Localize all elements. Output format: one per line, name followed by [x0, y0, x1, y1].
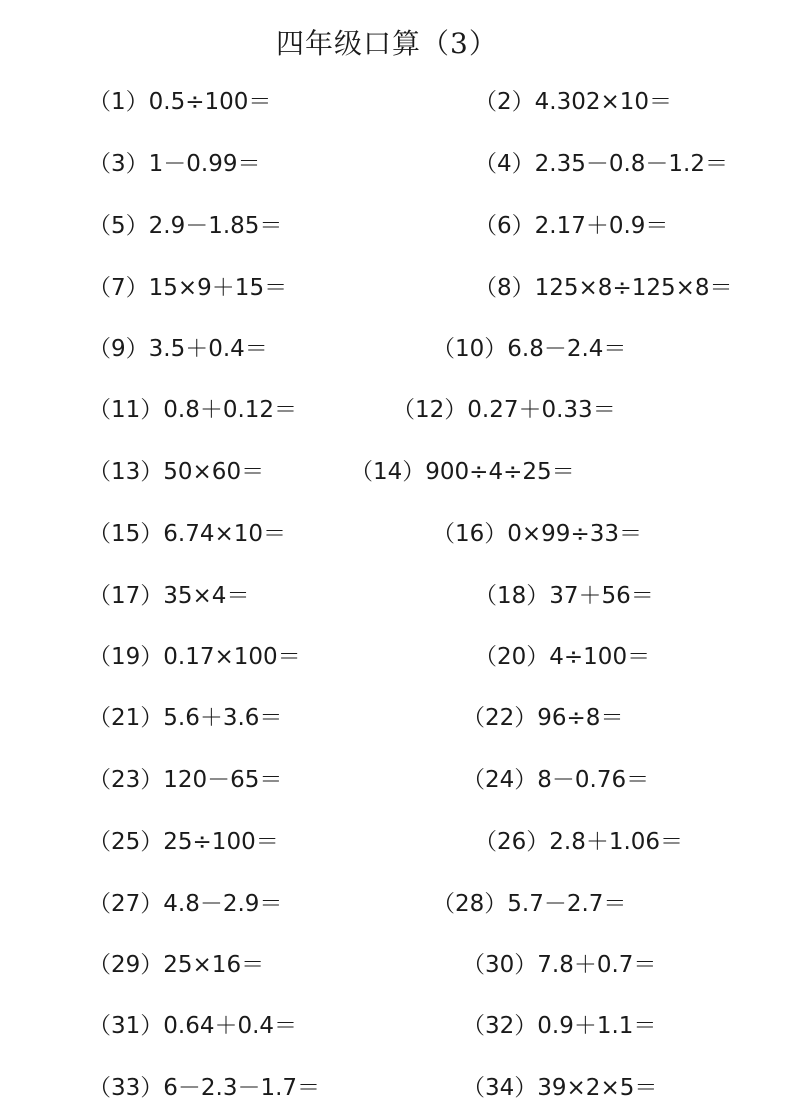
problem-27: （27）4.8－2.9＝	[88, 891, 283, 917]
problem-9: （9）3.5＋0.4＝	[88, 336, 268, 362]
problem-18: （18）37＋56＝	[474, 583, 654, 609]
problem-5: （5）2.9－1.85＝	[88, 213, 283, 239]
problem-6: （6）2.17＋0.9＝	[474, 213, 669, 239]
problem-23: （23）120－65＝	[88, 767, 283, 793]
problem-30: （30）7.8＋0.7＝	[462, 952, 657, 978]
problem-13: （13）50×60＝	[88, 459, 265, 485]
problem-12: （12）0.27＋0.33＝	[392, 397, 616, 423]
problem-33: （33）6－2.3－1.7＝	[88, 1075, 321, 1101]
problem-17: （17）35×4＝	[88, 583, 250, 609]
problem-32: （32）0.9＋1.1＝	[462, 1013, 657, 1039]
problem-26: （26）2.8＋1.06＝	[474, 829, 684, 855]
problem-8: （8）125×8÷125×8＝	[474, 275, 733, 301]
problem-28: （28）5.7－2.7＝	[432, 891, 627, 917]
problem-22: （22）96÷8＝	[462, 705, 624, 731]
problem-20: （20）4÷100＝	[474, 644, 651, 670]
problem-15: （15）6.74×10＝	[88, 521, 287, 547]
problem-24: （24）8－0.76＝	[462, 767, 650, 793]
problem-11: （11）0.8＋0.12＝	[88, 397, 298, 423]
problem-14: （14）900÷4÷25＝	[350, 459, 575, 485]
problem-1: （1）0.5÷100＝	[88, 89, 272, 115]
problem-31: （31）0.64＋0.4＝	[88, 1013, 298, 1039]
worksheet-title: 四年级口算（3）	[276, 27, 498, 60]
problem-19: （19）0.17×100＝	[88, 644, 301, 670]
problem-4: （4）2.35－0.8－1.2＝	[474, 151, 728, 177]
problem-2: （2）4.302×10＝	[474, 89, 673, 115]
problem-21: （21）5.6＋3.6＝	[88, 705, 283, 731]
problem-3: （3）1－0.99＝	[88, 151, 261, 177]
problem-34: （34）39×2×5＝	[462, 1075, 658, 1101]
problem-7: （7）15×9＋15＝	[88, 275, 288, 301]
problem-10: （10）6.8－2.4＝	[432, 336, 627, 362]
problem-16: （16）0×99÷33＝	[432, 521, 642, 547]
problem-29: （29）25×16＝	[88, 952, 265, 978]
problem-25: （25）25÷100＝	[88, 829, 279, 855]
